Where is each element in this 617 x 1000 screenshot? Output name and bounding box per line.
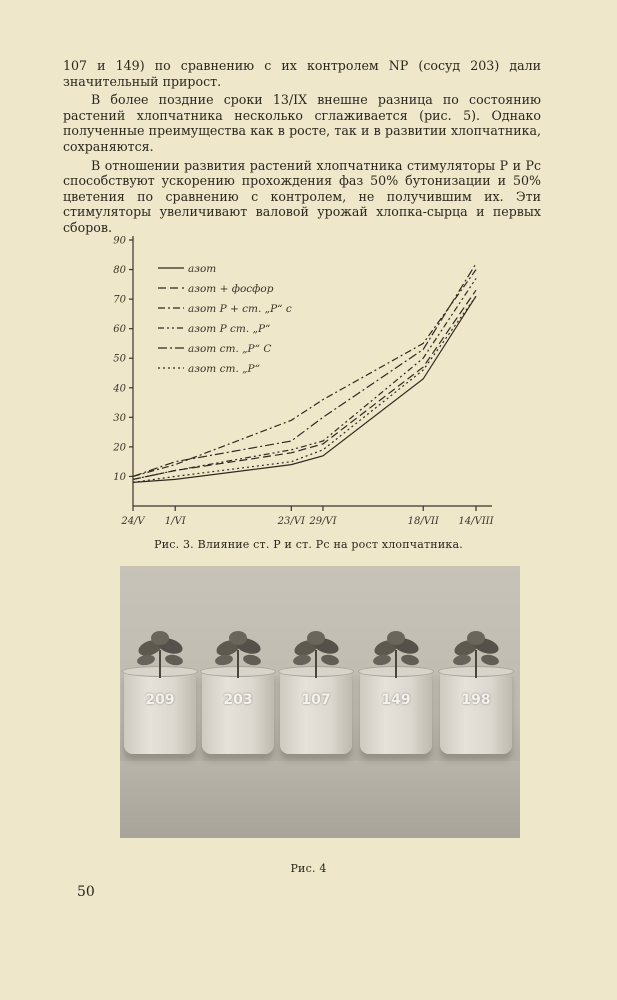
x-tick-label: 1/VI xyxy=(164,516,186,527)
y-tick-label: 40 xyxy=(113,383,126,395)
series-line-5 xyxy=(133,264,476,477)
x-tick-label: 29/VI xyxy=(309,516,337,527)
series-line-2 xyxy=(133,290,476,479)
series-line-1 xyxy=(133,296,476,482)
cotton-plant-icon xyxy=(286,628,346,678)
y-tick-label: 30 xyxy=(113,412,126,424)
plant-pot xyxy=(440,670,512,754)
paragraph-3: В отношении развития растений хлопчатника стимуляторы P и Pc способствуют ускорению прохождения фаз 50% бутонизации и 50% цветения по сравнению с контролем, не получившим их. Эти стимуляторы увеличивают валовой урожай хлопка-сырца и первых сборов. xyxy=(63,157,541,235)
paragraph-2: В более поздние сроки 13/IX внешне разница по состоянию растений хлопчатника несколько сглаживается (рис. 5). Однако полученные преимущества как в росте, так и в развитии хлопчатника, сохраняются. xyxy=(63,92,541,154)
cotton-plant-icon xyxy=(208,628,268,678)
pot-label: 149 xyxy=(381,692,411,708)
body-text xyxy=(63,58,541,239)
pot-label: 203 xyxy=(223,692,253,708)
page-number: 50 xyxy=(77,884,95,900)
figure-3-caption: Рис. 3. Влияние ст. P и ст. Pc на рост хлопчатника. xyxy=(154,538,463,551)
cotton-plant-icon xyxy=(130,628,190,678)
x-tick-label: 18/VII xyxy=(407,516,439,527)
cotton-plant-icon xyxy=(446,628,506,678)
y-tick-label: 20 xyxy=(113,442,126,454)
legend-label: азот P ст. „P“ xyxy=(188,323,271,335)
x-tick-label: 23/VI xyxy=(277,516,305,527)
legend-label: азот xyxy=(188,263,217,275)
cotton-plant-icon xyxy=(366,628,426,678)
pot-label: 107 xyxy=(301,692,331,708)
figure-4-photo xyxy=(120,566,520,838)
photo-shelf xyxy=(120,761,520,838)
figure-4-caption: Рис. 4 xyxy=(290,862,327,875)
plant-pot xyxy=(360,670,432,754)
y-tick-label: 50 xyxy=(113,353,126,365)
pot-label: 198 xyxy=(461,692,491,708)
series-line-6 xyxy=(133,296,476,482)
plant-pot xyxy=(280,670,352,754)
plant-pot xyxy=(202,670,274,754)
x-tick-label: 14/VIII xyxy=(458,516,494,527)
series-line-3 xyxy=(133,270,476,477)
paragraph-1: 107 и 149) по сравнению с их контролем NP (сосуд 203) дали значительный прирост. xyxy=(63,58,541,89)
legend-label: азот + фосфор xyxy=(188,283,274,295)
plant-pot xyxy=(124,670,196,754)
growth-line-chart xyxy=(100,226,500,531)
x-tick-label: 24/V xyxy=(121,516,145,527)
pot-label: 209 xyxy=(145,692,175,708)
y-tick-label: 60 xyxy=(113,324,126,336)
legend-label: азот P + ст. „P“ c xyxy=(188,303,292,315)
legend-label: азот ст. „P“ C xyxy=(188,343,272,355)
y-tick-label: 10 xyxy=(113,471,126,483)
y-tick-label: 90 xyxy=(113,235,126,247)
legend-label: азот ст. „P“ xyxy=(188,363,260,375)
y-tick-label: 70 xyxy=(113,294,126,306)
y-tick-label: 80 xyxy=(113,265,126,277)
